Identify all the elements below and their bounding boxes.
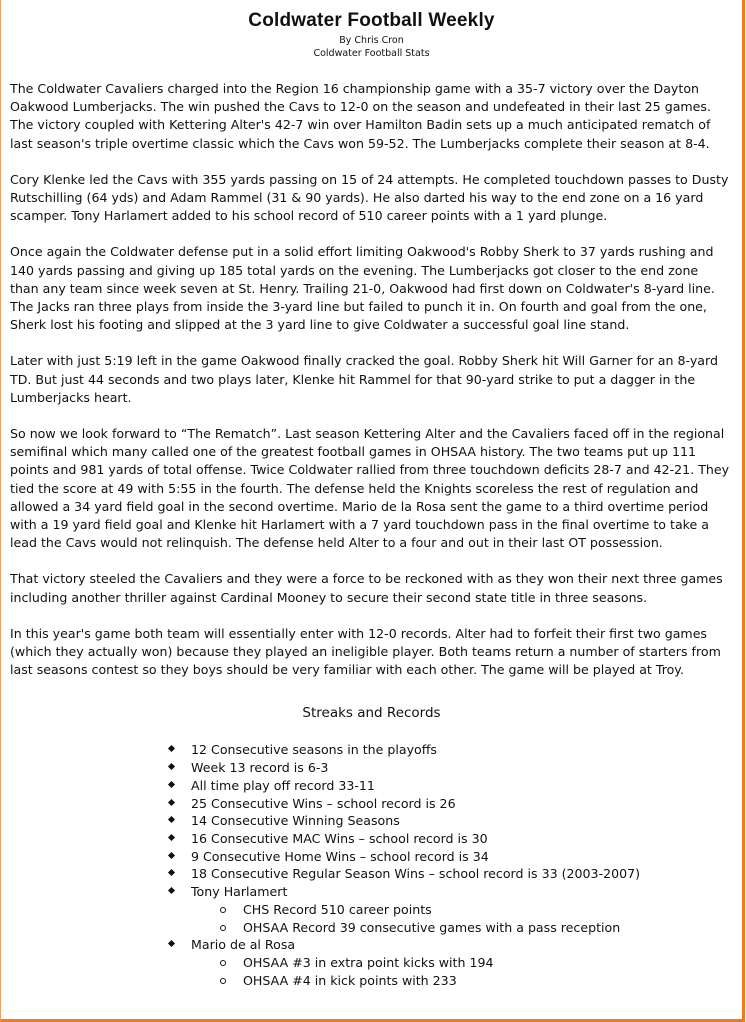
article-body (10, 80, 730, 679)
list-item (168, 777, 742, 795)
list-item-text: 25 Consecutive Wins – school record is 26 (191, 795, 456, 811)
list-item-text: 12 Consecutive seasons in the playoffs (191, 742, 437, 758)
paragraph: So now we look forward to “The Rematch”. Last season Kettering Alter and the Cavaliers faced off in the regional semifinal which many called one of the greatest football games in OHSAA history. The two teams put up 111 points and 981 yards of total offense. Twice Coldwater rallied from three touchdown deficits 28-7 and 42-21. They tied the score at 49 with 5:55 in the fourth. The defense held the Knights scoreless the rest of regulation and allowed a 34 yard field goal in the second overtime. Mario de la Rosa sent the game to a third overtime period with a 19 yard field goal and Klenke hit Harlamert with a 7 yard touchdown pass in the final overtime to take a lead the Cavs would not relinquish. The defense held Alter to a four and out in their last OT possession. (10, 426, 730, 551)
list-item (168, 741, 742, 759)
circle-bullet-icon (220, 978, 226, 984)
paragraph: The Coldwater Cavaliers charged into the Region 16 championship game with a 35-7 victory over the Dayton Oakwood Lumberjacks. The win pushed the Cavs to 12-0 on the season and undefeated in their last 25 games. The victory coupled with Kettering Alter's 42-7 win over Hamilton Badin sets up a much anticipated rematch of last season's triple overtime classic which the Cavs won 59-52. The Lumberjacks complete their season at 8-4. (10, 81, 711, 151)
sub-list-item (219, 972, 742, 990)
sub-list-item (219, 954, 742, 972)
list-item-text: Week 13 record is 6-3 (191, 760, 329, 776)
list-item-text: 18 Consecutive Regular Season Wins – school record is 33 (2003-2007) (191, 866, 641, 882)
list-item-text: 14 Consecutive Winning Seasons (191, 813, 400, 829)
records-list (1, 741, 742, 989)
sub-list-item-text: OHSAA #3 in extra point kicks with 194 (243, 954, 494, 970)
harlamert-sub-list (191, 901, 742, 936)
rosa-sub-list (191, 954, 742, 989)
list-item (168, 865, 742, 883)
diamond-bullet-icon (168, 834, 175, 841)
diamond-bullet-icon (168, 852, 175, 859)
diamond-bullet-icon (168, 816, 175, 823)
list-item (168, 936, 742, 989)
diamond-bullet-icon (168, 781, 175, 788)
source-line: Coldwater Football Stats (313, 48, 430, 59)
diamond-bullet-icon (168, 940, 175, 947)
list-item-text: All time play off record 33-11 (191, 777, 375, 793)
diamond-bullet-icon (168, 869, 175, 876)
sub-list-item-text: CHS Record 510 career points (243, 901, 432, 917)
paragraph: Once again the Coldwater defense put in a solid effort limiting Oakwood's Robby Sherk to 37 yards rushing and 140 yards passing and giving up 185 total yards on the evening. The Lumberjacks got closer to the end zone than any team since week seven at St. Henry. Trailing 21-0, Oakwood had first down on Coldwater's 8-yard line. The Jacks ran three plays from inside the 3-yard line but failed to punch it in. On fourth and goal from the one, Sherk lost his footing and slipped at the 3 yard line to give Coldwater a successful goal line stand. (10, 244, 715, 333)
list-item (168, 848, 742, 866)
diamond-bullet-icon (168, 887, 175, 894)
paragraph: That victory steeled the Cavaliers and they were a force to be reckoned with as they won their next three games including another thriller against Cardinal Mooney to secure their second state title in three seasons. (10, 571, 723, 605)
records-heading: Streaks and Records (302, 705, 441, 722)
list-item-text: Mario de al Rosa (191, 937, 296, 953)
author-byline: By Chris Cron (339, 35, 404, 46)
diamond-bullet-icon (168, 745, 175, 752)
sub-list-item (219, 919, 742, 937)
newsletter-title: Coldwater Football Weekly (248, 10, 495, 31)
circle-bullet-icon (220, 925, 226, 931)
sub-list-item-text: OHSAA #4 in kick points with 233 (243, 972, 457, 988)
list-item (168, 759, 742, 777)
list-item-text: Tony Harlamert (191, 884, 288, 900)
diamond-bullet-icon (168, 763, 175, 770)
list-item-text: 9 Consecutive Home Wins – school record is 34 (191, 848, 489, 864)
list-item (168, 883, 742, 936)
paragraph: In this year's game both team will essentially enter with 12-0 records. Alter had to forfeit their first two games (which they actually won) because they played an ineligible player. Both teams return a number of starters from last seasons contest so they boys should be very familiar with each other. The game will be played at Troy. (10, 625, 721, 678)
paragraph: Later with just 5:19 left in the game Oakwood finally cracked the goal. Robby Sherk hit Will Garner for an 8-yard TD. But just 44 seconds and two plays later, Klenke hit Rammel for that 90-yard strike to put a dagger in the Lumberjacks heart. (10, 353, 718, 405)
diamond-bullet-icon (168, 799, 175, 806)
sub-list-item (219, 901, 742, 919)
list-item (168, 812, 742, 830)
list-item-text: 16 Consecutive MAC Wins – school record is 30 (191, 831, 488, 846)
list-item (168, 795, 742, 813)
sub-list-item-text: OHSAA Record 39 consecutive games with a pass reception (243, 919, 621, 935)
circle-bullet-icon (220, 907, 226, 913)
circle-bullet-icon (220, 960, 226, 966)
list-item (168, 830, 742, 848)
paragraph: Cory Klenke led the Cavs with 355 yards passing on 15 of 24 attempts. He completed touchdown passes to Dusty Rutschilling (64 yds) and Adam Rammel (31 & 90 yards). He also darted his way to the end zone on a 16 yard scamper. Tony Harlamert added to his school record of 510 career points with a 1 yard plunge. (10, 171, 729, 224)
